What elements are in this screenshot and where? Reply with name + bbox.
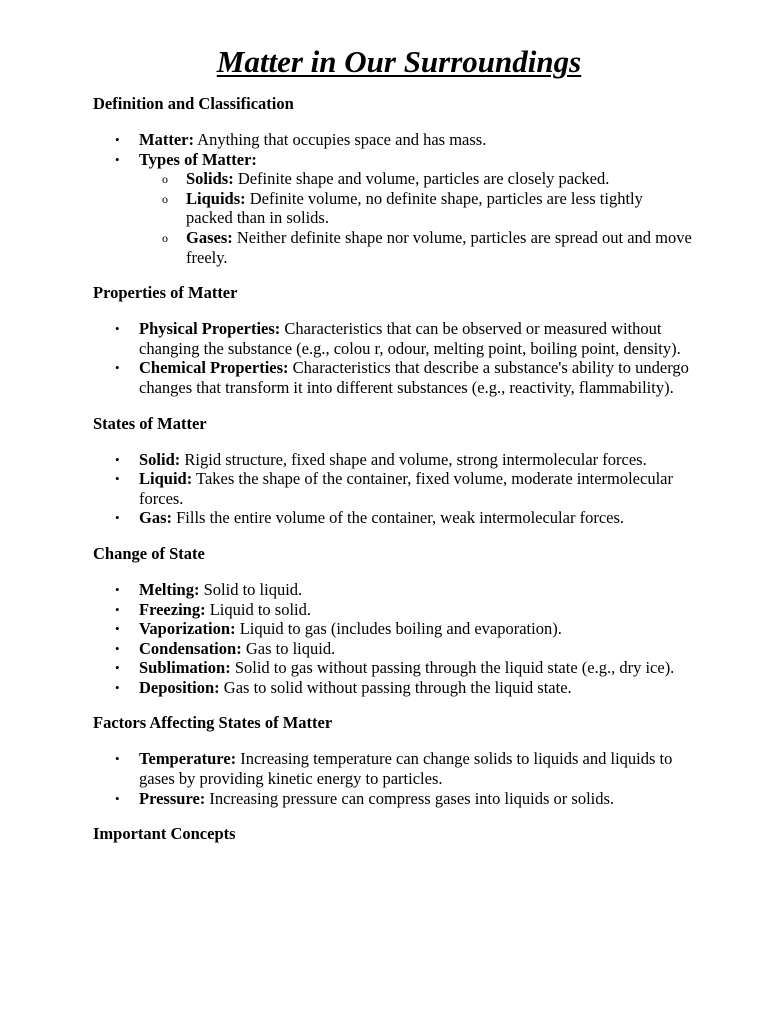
- item-text: Fills the entire volume of the container, weak intermolecular forces.: [172, 508, 625, 528]
- list-item: [93, 508, 693, 528]
- bullet-list: [93, 749, 693, 808]
- bullet-icon: •: [115, 679, 120, 695]
- section-heading: Factors Affecting States of Matter: [93, 713, 333, 733]
- list-item: [93, 789, 693, 809]
- sub-bullet-list: [139, 169, 693, 267]
- item-label: Solids:: [186, 169, 234, 189]
- item-text: Increasing temperature can change solids to liquids and liquids to gases by providing kinetic energy to particles.: [139, 749, 673, 789]
- bullet-list: [93, 319, 693, 397]
- bullet-icon: •: [115, 640, 120, 656]
- list-item: [93, 450, 693, 470]
- bullet-icon: •: [115, 451, 120, 467]
- list-item: [93, 639, 693, 659]
- item-label: Condensation:: [139, 638, 242, 658]
- bullet-list: [93, 450, 693, 528]
- item-label: Gases:: [186, 227, 233, 247]
- section-important-concepts: [93, 824, 693, 844]
- bullet-icon: •: [115, 581, 120, 597]
- list-item: [93, 658, 693, 678]
- item-text: Liquid to gas (includes boiling and evaporation).: [235, 619, 562, 639]
- list-item: [93, 319, 693, 358]
- bullet-list: [93, 580, 693, 698]
- item-text: Neither definite shape nor volume, particles are spread out and move freely.: [186, 227, 692, 267]
- item-label: Deposition:: [139, 677, 220, 697]
- circle-bullet-icon: o: [162, 191, 168, 206]
- list-item: [93, 130, 693, 150]
- item-label: Liquids:: [186, 188, 246, 208]
- section-definition-and-classification: [93, 94, 693, 267]
- item-label: Freezing:: [139, 599, 206, 619]
- item-label: Matter:: [139, 130, 194, 149]
- section-properties-of-matter: [93, 283, 693, 397]
- item-text: Rigid structure, fixed shape and volume, strong intermolecular forces.: [180, 449, 647, 469]
- sub-list-item: [139, 189, 693, 228]
- bullet-icon: •: [115, 751, 120, 767]
- sub-list-item: [139, 228, 693, 267]
- item-text: Characteristics that describe a substance's ability to undergo changes that transform it into different substances (e.g., reactivity, flammability).: [139, 358, 689, 397]
- item-label: Temperature:: [139, 749, 237, 769]
- section-heading: Properties of Matter: [93, 283, 238, 303]
- item-text: Definite volume, no definite shape, particles are less tightly packed than in solids.: [186, 188, 643, 228]
- item-label: Vaporization:: [139, 619, 236, 639]
- bullet-icon: •: [115, 621, 120, 637]
- item-label: Chemical Properties:: [139, 358, 289, 378]
- bullet-icon: •: [115, 132, 120, 147]
- item-label: Sublimation:: [139, 658, 231, 678]
- document-body: [93, 94, 693, 844]
- list-item: [93, 580, 693, 600]
- list-item: [93, 600, 693, 620]
- section-states-of-matter: [93, 414, 693, 528]
- bullet-icon: •: [115, 471, 120, 487]
- item-label: Solid:: [139, 449, 181, 469]
- item-text: Gas to liquid.: [241, 638, 336, 658]
- bullet-list: [93, 130, 693, 267]
- section-heading: Change of State: [93, 543, 205, 563]
- list-item: [93, 469, 693, 508]
- item-text: Increasing pressure can compress gases into liquids or solids.: [205, 788, 615, 808]
- document-page: [93, 44, 693, 844]
- bullet-icon: •: [115, 321, 120, 337]
- section-factors-affecting-states-of-matter: [93, 713, 693, 808]
- circle-bullet-icon: o: [162, 172, 168, 187]
- item-text: Gas to solid without passing through the liquid state.: [219, 677, 572, 697]
- bullet-icon: •: [115, 660, 120, 676]
- item-label: Gas:: [139, 508, 172, 528]
- item-text: Definite shape and volume, particles are closely packed.: [233, 169, 610, 189]
- item-label: Types of Matter:: [139, 149, 257, 169]
- item-label: Liquid:: [139, 469, 193, 489]
- document-title: Matter in Our Surroundings: [216, 44, 582, 79]
- item-text: Takes the shape of the container, fixed volume, moderate intermolecular forces.: [139, 469, 673, 508]
- sub-list-item: [139, 169, 693, 189]
- section-heading: Important Concepts: [93, 824, 236, 844]
- list-item: [93, 619, 693, 639]
- bullet-icon: •: [115, 151, 120, 167]
- item-label: Physical Properties:: [139, 319, 281, 339]
- bullet-icon: •: [115, 601, 120, 617]
- item-text: Anything that occupies space and has mass.: [193, 130, 487, 149]
- list-item: [93, 150, 693, 268]
- item-text: Liquid to solid.: [205, 599, 312, 619]
- bullet-icon: •: [115, 790, 120, 806]
- item-label: Pressure:: [139, 788, 206, 808]
- item-text: Characteristics that can be observed or measured without changing the substance (e.g., colou r, odour, melting point, boiling point, density).: [139, 319, 681, 358]
- bullet-icon: •: [115, 510, 120, 526]
- section-heading: States of Matter: [93, 413, 207, 433]
- item-text: Solid to liquid.: [199, 579, 303, 599]
- bullet-icon: •: [115, 360, 120, 376]
- list-item: [93, 678, 693, 698]
- list-item: [93, 749, 693, 788]
- section-change-of-state: [93, 544, 693, 698]
- section-heading: Definition and Classification: [93, 94, 294, 113]
- list-item: [93, 358, 693, 397]
- item-text: Solid to gas without passing through the liquid state (e.g., dry ice).: [230, 658, 675, 678]
- item-label: Melting:: [139, 579, 200, 599]
- circle-bullet-icon: o: [162, 230, 168, 245]
